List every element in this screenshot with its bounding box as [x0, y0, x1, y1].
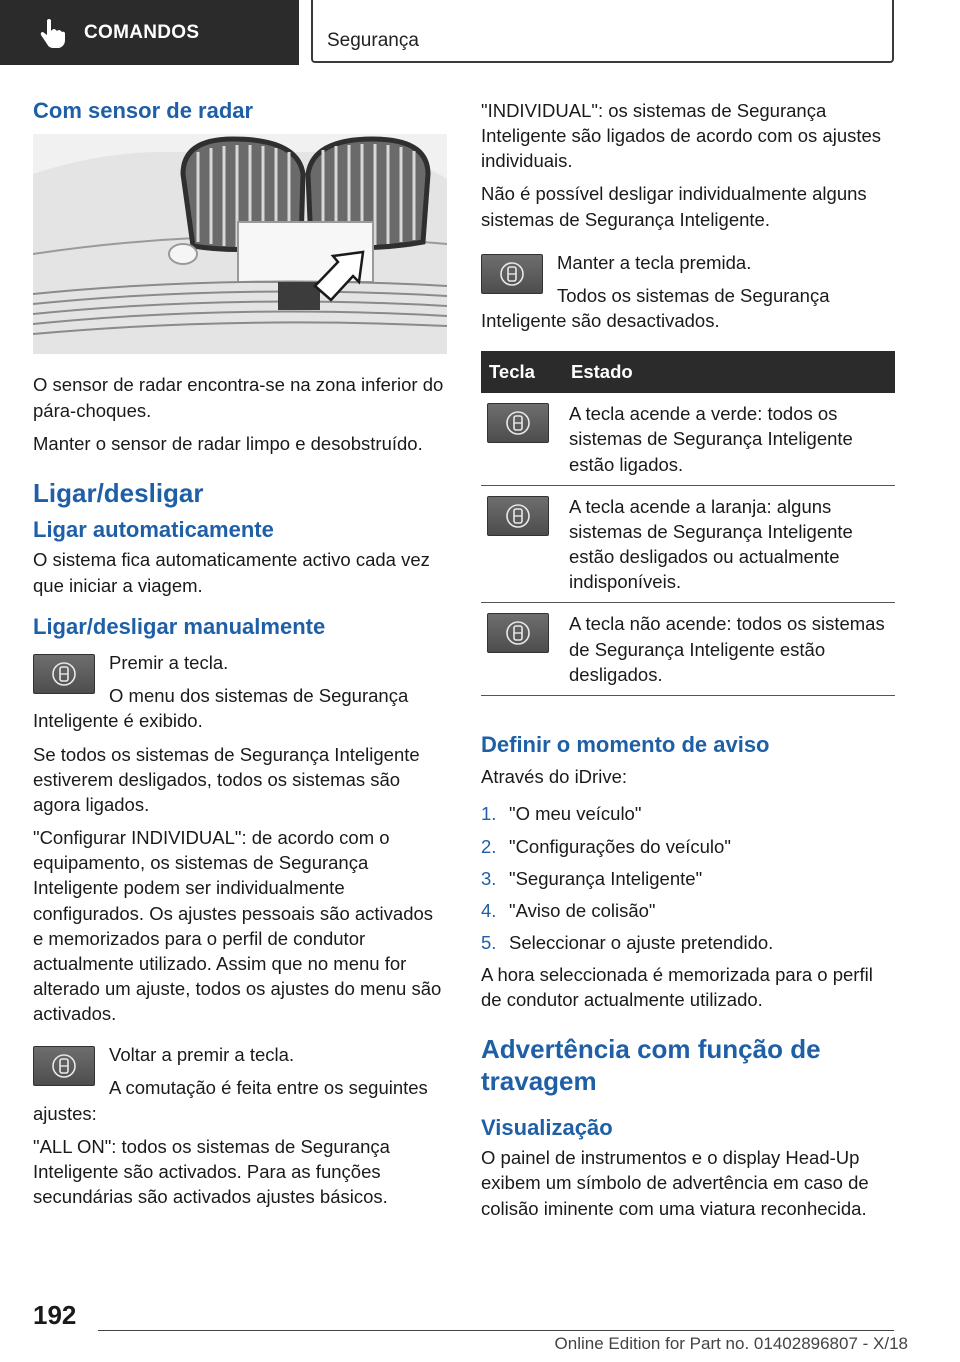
list-item: 1. "O meu veículo"	[481, 803, 642, 825]
allon-paragraph: "ALL ON": todos os sistemas de Segurança Inteligente são activados. Para as funções secundárias são activados ajustes básicos.	[33, 1135, 390, 1208]
chapter-title: COMANDOS	[84, 21, 200, 43]
edition-note: Online Edition for Part no. 01402896807 - X/18	[554, 1334, 908, 1353]
left-column	[33, 98, 447, 1217]
safety-assist-icon	[505, 620, 531, 646]
warn-heading: Definir o momento de aviso	[481, 731, 770, 757]
onoff-heading: Ligar/desligar	[33, 477, 204, 508]
radar-sensor-photo	[33, 134, 447, 354]
idrive-steps	[481, 801, 895, 955]
manual-heading: Ligar/desligar manualmente	[33, 613, 326, 639]
individual-paragraph: "INDIVIDUAL": os sistemas de Segurança Inteligente são ligados de acordo com os ajustes individuais.	[481, 100, 882, 172]
key-press-block	[33, 650, 447, 741]
table-cell-state: A tecla acende a laranja: alguns sistemas de Segurança Inteligente estão desligados ou actualmente indisponíveis.	[563, 485, 895, 603]
manual-paragraph-d: "Configurar INDIVIDUAL": de acordo com o equipamento, os sistemas de Segurança Inteligente podem ser individualmente configurados. Os ajustes pessoais são activados e memorizados para o perfil de condutor actualmente utilizado. Assim que no menu for alterado um ajuste, todos os ajustes do menu são activados.	[33, 827, 442, 1025]
list-item: 3. "Segurança Inteligente"	[481, 867, 703, 889]
key-repress-block	[33, 1042, 447, 1133]
safety-key-button	[33, 654, 95, 694]
table-row	[481, 393, 895, 485]
brake-heading: Advertência com função de travagem	[481, 1034, 821, 1096]
table-row	[481, 485, 895, 603]
key-state-table	[481, 351, 895, 696]
section-tab	[311, 0, 894, 63]
auto-paragraph: O sistema fica automaticamente activo cada vez que iniciar a viagem.	[33, 549, 430, 596]
safety-assist-icon	[505, 503, 531, 529]
manual-paragraph-c: Se todos os sistemas de Segurança Inteligente estiverem desligados, todos os sistemas são agora ligados.	[33, 743, 420, 815]
table-cell-state: A tecla não acende: todos os sistemas de Segurança Inteligente estão desligados.	[563, 603, 895, 695]
hold-step-b: Todos os sistemas de Segurança Inteligente são desactivados.	[481, 284, 830, 332]
page-number: 192	[33, 1300, 77, 1330]
radar-paragraph-2: Manter o sensor de radar limpo e desobstruído.	[33, 432, 423, 454]
radar-heading: Com sensor de radar	[33, 98, 254, 123]
again-step-b: A comutação é feita entre os seguintes ajustes:	[33, 1077, 428, 1124]
radar-paragraph-1: O sensor de radar encontra-se na zona inferior do pára-choques.	[33, 374, 444, 421]
via-idrive: Através do iDrive:	[481, 766, 627, 788]
safety-assist-icon	[505, 410, 531, 436]
safety-assist-icon	[51, 1053, 77, 1079]
chapter-tab	[0, 0, 299, 65]
footer-divider	[98, 1330, 894, 1331]
display-heading: Visualização	[481, 1114, 613, 1140]
list-item: 2. "Configurações do veículo"	[481, 835, 731, 857]
safety-key-button	[487, 496, 549, 536]
section-title: Segurança	[327, 30, 419, 51]
list-item: 4. "Aviso de colisão"	[481, 899, 656, 921]
stored-paragraph: A hora seleccionada é memorizada para o perfil de condutor actualmente utilizado.	[481, 964, 873, 1011]
key-hold-block	[481, 250, 895, 341]
table-row	[481, 603, 895, 695]
safety-key-button	[487, 613, 549, 653]
right-column	[481, 98, 895, 1229]
safety-assist-icon	[51, 661, 77, 687]
manual-step-a: Premir a tecla.	[109, 652, 229, 674]
hold-step-a: Manter a tecla premida.	[557, 251, 752, 273]
list-item: 5. Seleccionar o ajuste pretendido.	[481, 931, 774, 953]
safety-key-button	[481, 254, 543, 294]
manual-step-b: O menu dos sistemas de Segurança Inteligente é exibido.	[33, 685, 409, 732]
table-header-state: Estado	[563, 351, 895, 393]
not-possible-paragraph: Não é possível desligar individualmente alguns sistemas de Segurança Inteligente.	[481, 183, 867, 230]
auto-heading: Ligar automaticamente	[33, 517, 274, 543]
again-step-a: Voltar a premir a tecla.	[109, 1044, 295, 1066]
display-paragraph: O painel de instrumentos e o display Head-Up exibem um símbolo de advertência em caso de colisão iminente com uma viatura reconhecida.	[481, 1147, 869, 1219]
safety-assist-icon	[499, 261, 525, 287]
safety-key-button	[33, 1046, 95, 1086]
safety-key-button	[487, 403, 549, 443]
table-cell-state: A tecla acende a verde: todos os sistemas de Segurança Inteligente estão ligados.	[563, 393, 895, 485]
table-header-key: Tecla	[481, 351, 563, 393]
hand-pointer-icon	[38, 18, 66, 48]
